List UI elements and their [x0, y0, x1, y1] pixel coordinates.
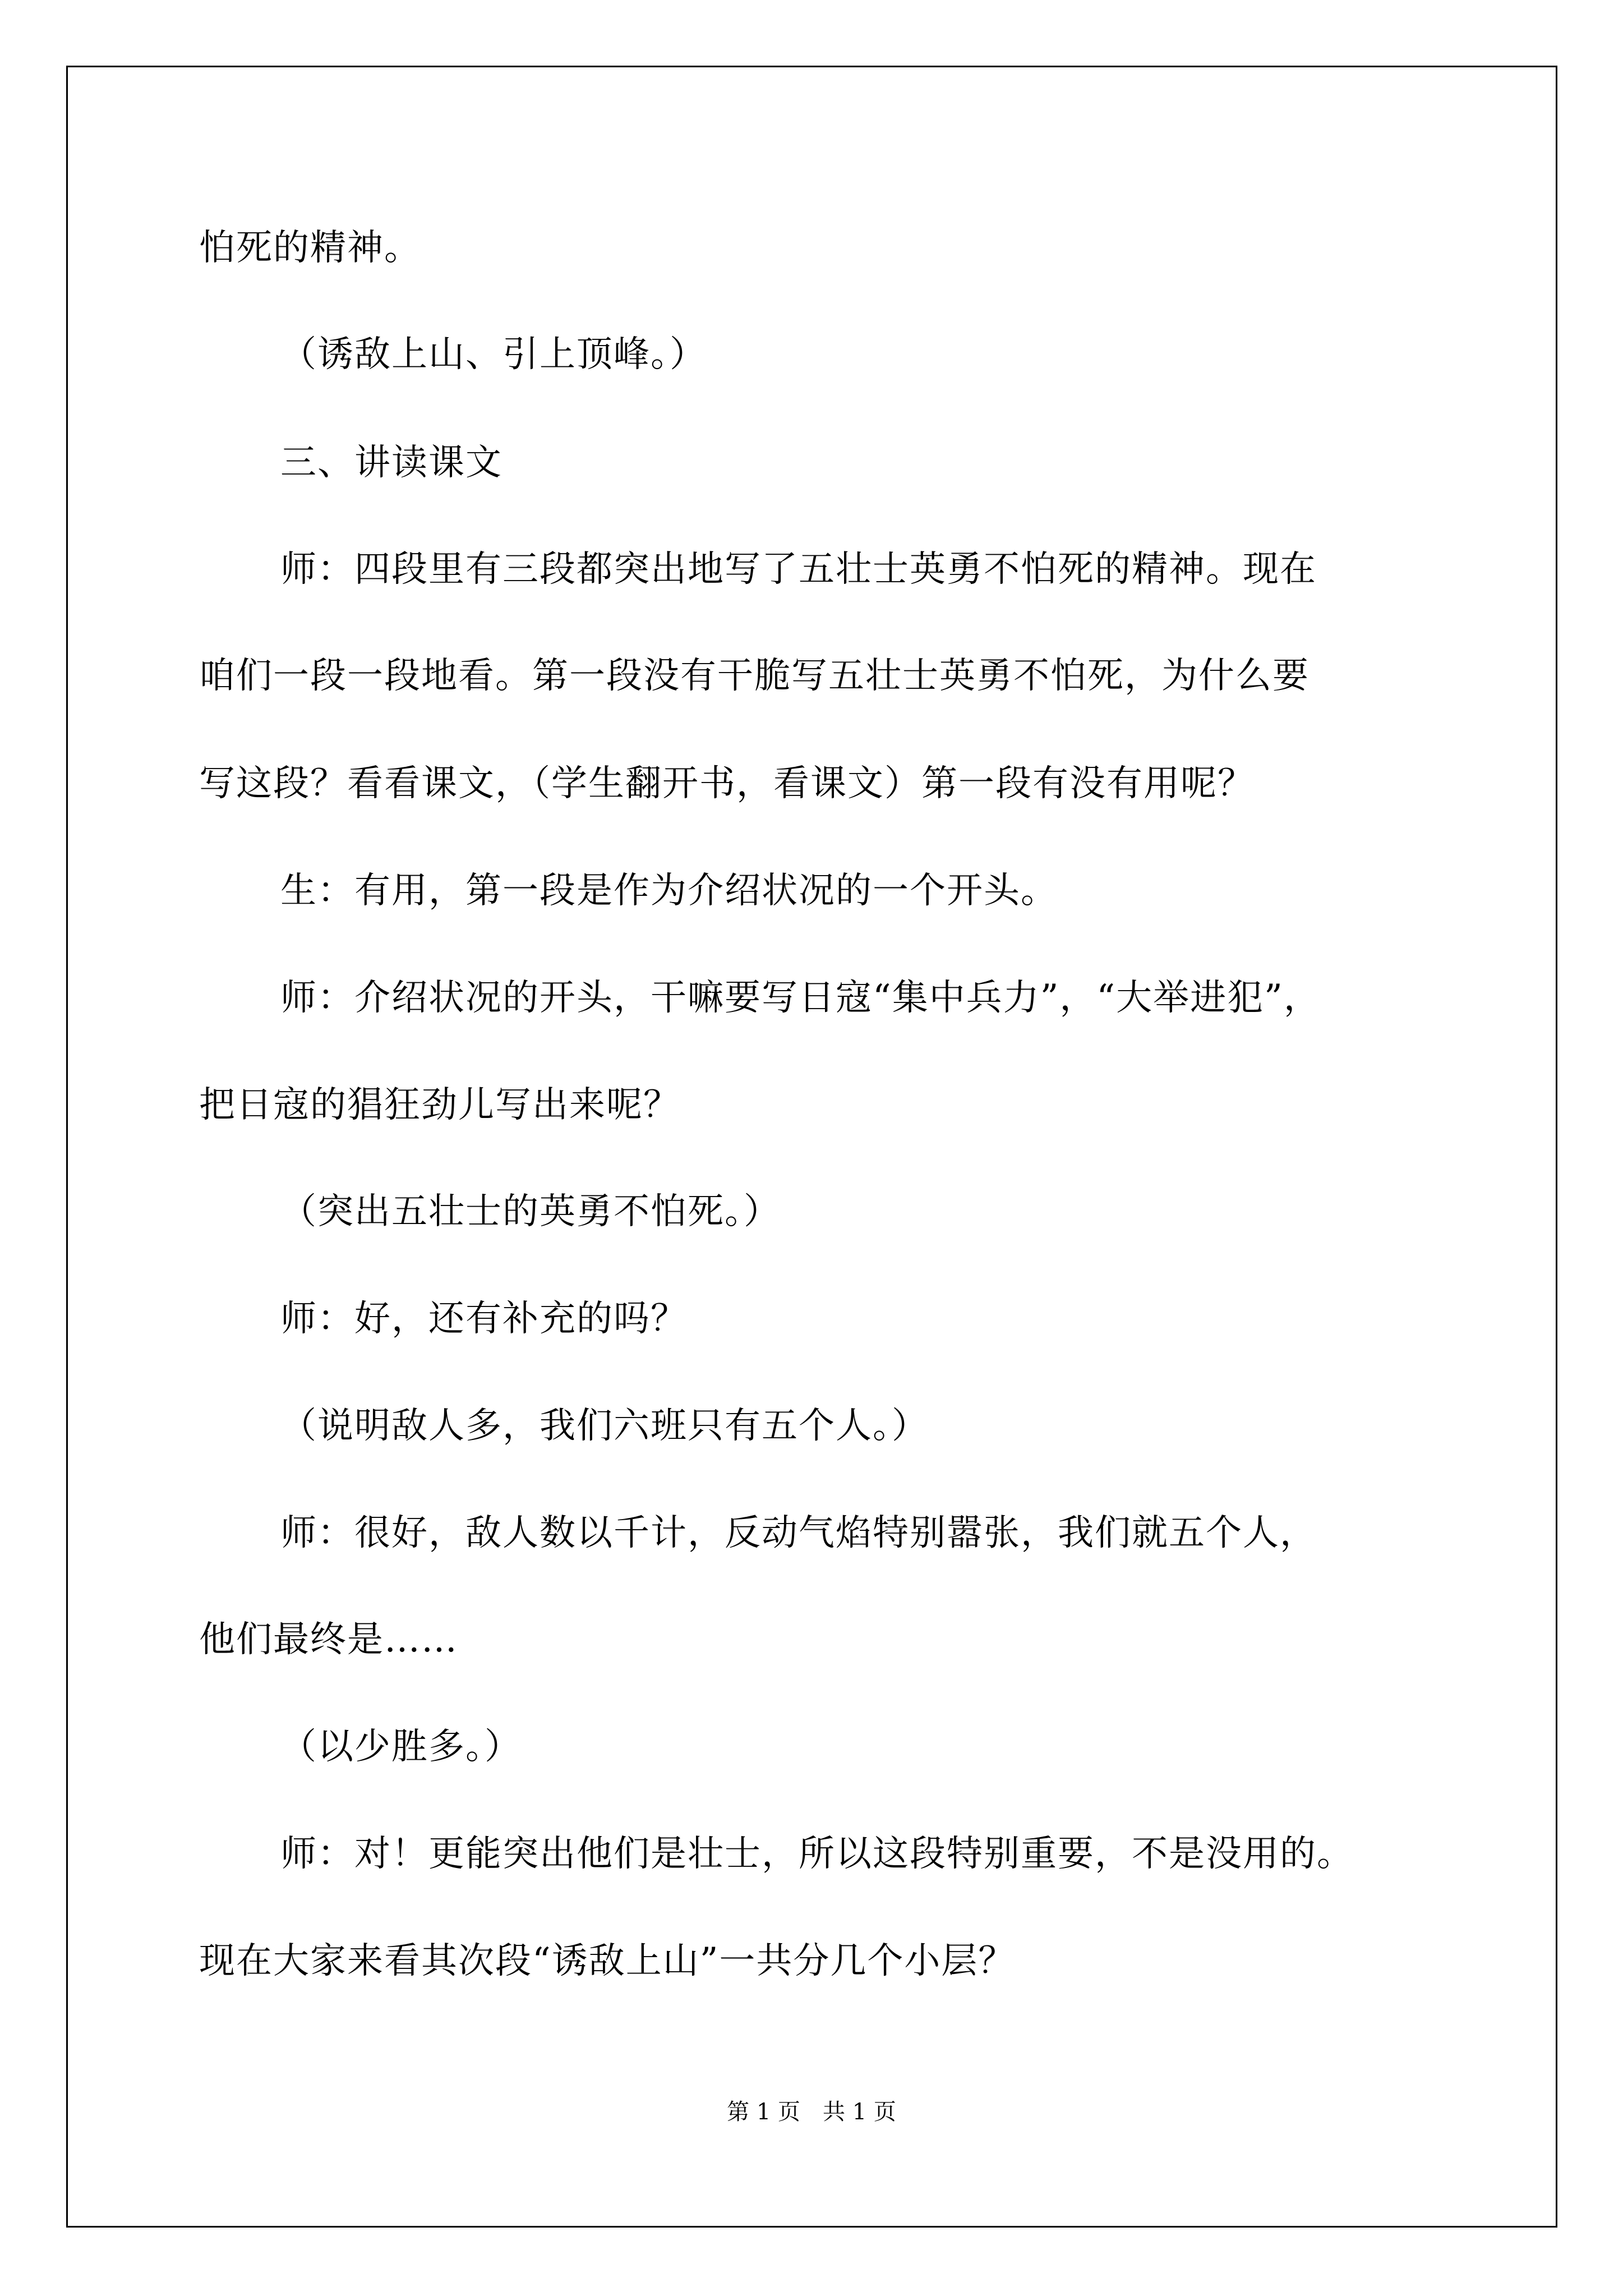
text-line: 把日寇的猖狂劲儿写出来呢？ [199, 1084, 680, 1126]
text-line: 怕死的精神。 [199, 227, 421, 269]
text-line: 咱们一段一段地看。第一段没有干脆写五壮士英勇不怕死，为什么要 [199, 655, 1310, 697]
text-line: （以少胜多。） [280, 1726, 522, 1768]
text-line: 师：四段里有三段都突出地写了五壮士英勇不怕死的精神。现在 [280, 549, 1317, 590]
page-number: 第 1 页 [727, 2099, 800, 2125]
text-line: 师：介绍状况的开头，干嘛要写日寇“集中兵力”，“大举进犯”， [280, 977, 1321, 1019]
text-line: 师：对！更能突出他们是壮士，所以这段特别重要，不是没用的。 [280, 1833, 1354, 1875]
text-line: 写这段？看看课文，（学生翻开书，看课文）第一段有没有用呢？ [199, 763, 1255, 804]
page-total: 共 1 页 [823, 2099, 896, 2125]
text-line: （突出五壮士的英勇不怕死。） [280, 1191, 781, 1232]
text-line: （诱敌上山、引上顶峰。） [280, 334, 707, 375]
text-line: 生：有用，第一段是作为介绍状况的一个开头。 [280, 870, 1058, 912]
page-footer [0, 2098, 1623, 2126]
text-line: 师：好，还有补充的吗？ [280, 1298, 688, 1340]
page-border [66, 66, 1557, 2228]
text-line: 他们最终是…… [199, 1619, 458, 1660]
text-line: 师：很好，敌人数以千计，反动气焰特别嚣张，我们就五个人， [280, 1512, 1317, 1554]
text-line: 现在大家来看其次段“诱敌上山”一共分几个小层？ [199, 1940, 1016, 1982]
text-line: （说明敌人多，我们六班只有五个人。） [280, 1405, 929, 1447]
section-heading: 三、讲读课文 [280, 442, 502, 484]
